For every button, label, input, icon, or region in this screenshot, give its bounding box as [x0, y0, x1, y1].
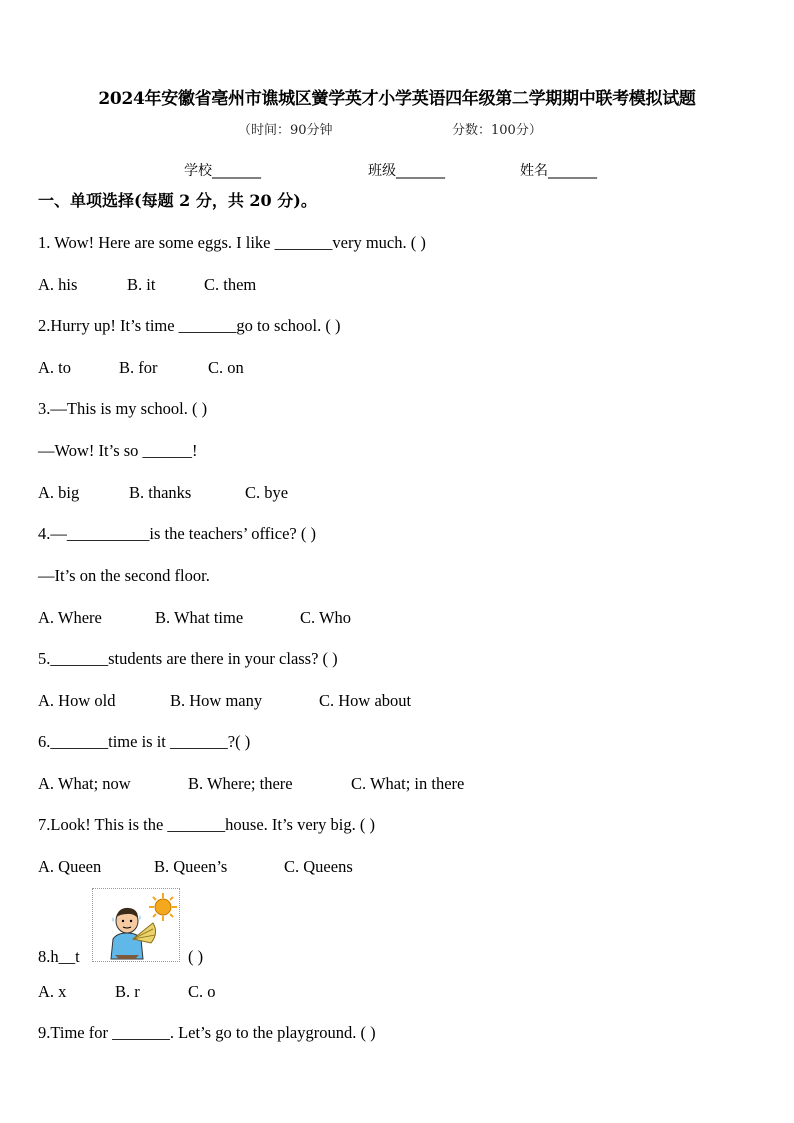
q2-option-c: C. on [208, 358, 244, 377]
school-field: 学校_______ [184, 163, 261, 179]
question-8-paren: ( ) [188, 947, 204, 966]
question-6: 6._______time is it _______?( ) [38, 732, 251, 751]
hot-weather-picture [92, 888, 180, 962]
exam-time: （时间：90分钟 [238, 123, 333, 138]
boy-figure [111, 908, 156, 959]
q4-option-c: C. Who [300, 608, 352, 627]
question-2: 2.Hurry up! It’s time _______go to school. ( ) [38, 316, 341, 335]
exam-title: 2024年安徽省亳州市谯城区黉学英才小学英语四年级第二学期期中联考模拟试题 [98, 89, 696, 109]
q3-option-c: C. bye [245, 483, 289, 502]
question-3: 3.—This is my school. ( ) [38, 399, 208, 418]
q7-option-c: C. Queens [284, 857, 353, 876]
sun-icon [149, 893, 177, 921]
q6-option-b: B. Where; there [188, 774, 293, 793]
q5-option-c: C. How about [319, 691, 412, 710]
q1-option-a: A. his [38, 275, 78, 294]
class-field: 班级_______ [368, 163, 445, 179]
q3-option-a: A. big [38, 483, 80, 502]
q8-option-a: A. x [38, 982, 67, 1001]
name-field: 姓名_______ [520, 163, 597, 179]
question-4: 4.—__________is the teachers’ office? ( ) [38, 524, 316, 543]
boy-fanning-sun-illustration [93, 889, 179, 961]
question-8: 8.h__t [38, 947, 80, 966]
q1-option-c: C. them [204, 275, 257, 294]
q7-option-a: A. Queen [38, 857, 102, 876]
question-1: 1. Wow! Here are some eggs. I like _______very much. ( ) [38, 233, 426, 252]
question-3-line2: —Wow! It’s so ______! [38, 441, 198, 460]
question-5: 5._______students are there in your class? ( ) [38, 649, 338, 668]
q6-option-a: A. What; now [38, 774, 131, 793]
question-4-line2: —It’s on the second floor. [38, 566, 210, 585]
q5-option-a: A. How old [38, 691, 116, 710]
q2-option-b: B. for [119, 358, 158, 377]
question-7: 7.Look! This is the _______house. It’s very big. ( ) [38, 815, 375, 834]
q8-option-c: C. o [188, 982, 216, 1001]
q6-option-c: C. What; in there [351, 774, 465, 793]
q4-option-b: B. What time [155, 608, 244, 627]
question-9: 9.Time for _______. Let’s go to the playground. ( ) [38, 1023, 376, 1042]
q7-option-b: B. Queen’s [154, 857, 228, 876]
q8-option-b: B. r [115, 982, 140, 1001]
q3-option-b: B. thanks [129, 483, 192, 502]
q2-option-a: A. to [38, 358, 71, 377]
exam-score: 分数：100分） [452, 123, 542, 138]
q1-option-b: B. it [127, 275, 156, 294]
section-heading: 一、单项选择(每题 2 分，共 20 分)。 [38, 191, 317, 210]
q4-option-a: A. Where [38, 608, 102, 627]
q5-option-b: B. How many [170, 691, 263, 710]
